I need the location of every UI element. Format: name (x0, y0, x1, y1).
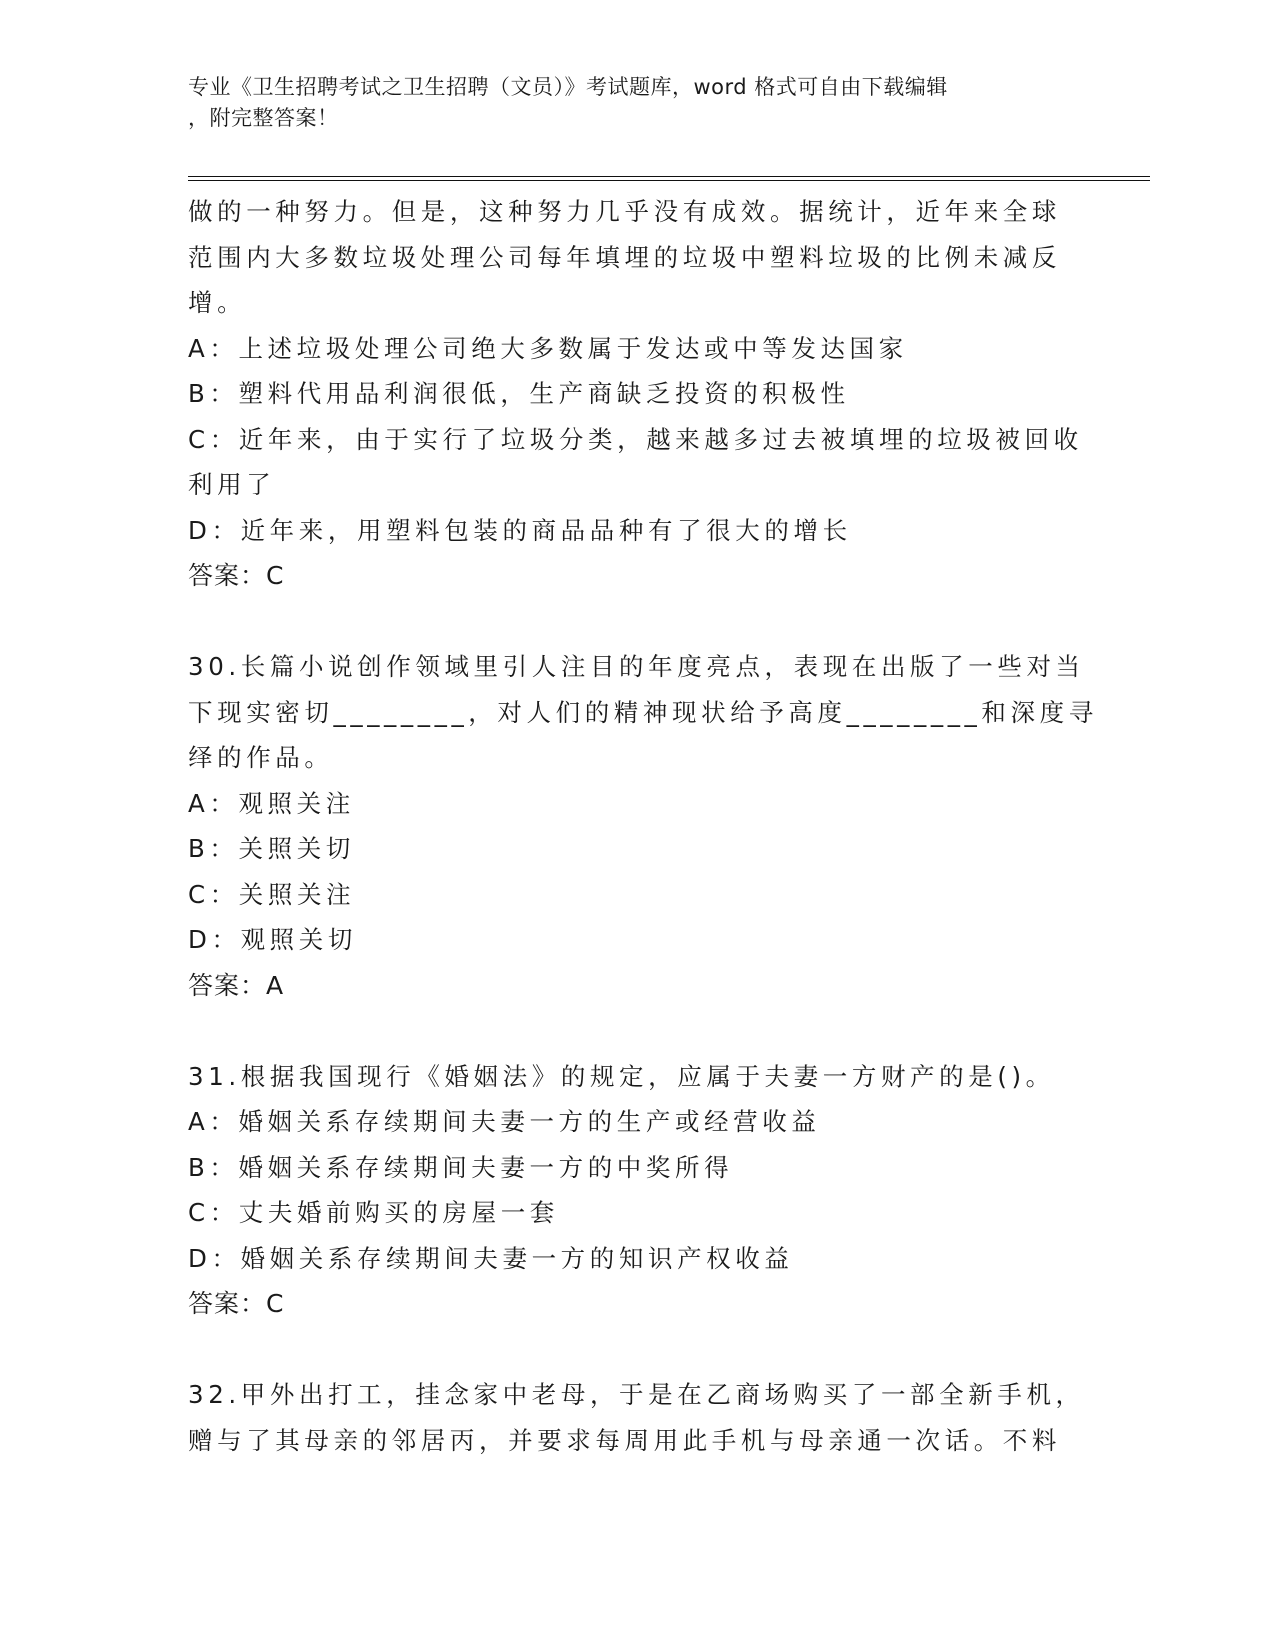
answer-option: C：关照关注 (188, 879, 356, 909)
header-line-1: 专业《卫生招聘考试之卫生招聘（文员）》考试题库，word 格式可自由下载编辑 (188, 75, 948, 99)
question-text-line: 31.根据我国现行《婚姻法》的规定，应属于夫妻一方财产的是()。 (188, 1061, 1055, 1091)
block-spacer (188, 1327, 1088, 1373)
answer-key: 答案：C (188, 1289, 285, 1318)
question-text-line: 范围内大多数垃圾处理公司每年填埋的垃圾中塑料垃圾的比例未减反 (188, 242, 1061, 272)
answer-option: A：婚姻关系存续期间夫妻一方的生产或经营收益 (188, 1107, 821, 1136)
question-block (188, 189, 1088, 599)
question-block (188, 1372, 1088, 1463)
answer-option: B：关照关切 (188, 834, 355, 863)
question-text-line: 下现实密切________，对人们的精神现状给予高度________和深度寻 (188, 697, 1098, 727)
answer-option: B：婚姻关系存续期间夫妻一方的中奖所得 (188, 1152, 734, 1182)
question-text-line: 增。 (188, 288, 247, 317)
answer-option: D：婚姻关系存续期间夫妻一方的知识产权收益 (188, 1243, 794, 1273)
answer-option: C：丈夫婚前购买的房屋一套 (188, 1198, 559, 1227)
answer-option: 利用了 (188, 470, 276, 499)
answer-option: A：上述垃圾处理公司绝大多数属于发达或中等发达国家 (188, 333, 908, 363)
question-text-line: 绎的作品。 (188, 743, 334, 772)
answer-option: D：观照关切 (188, 925, 357, 954)
question-text-line: 32.甲外出打工，挂念家中老母，于是在乙商场购买了一部全新手机， (188, 1380, 1085, 1409)
answer-option: B：塑料代用品利润很低，生产商缺乏投资的积极性 (188, 379, 850, 408)
question-text-line: 赠与了其母亲的邻居丙，并要求每周用此手机与母亲通一次话。不料 (188, 1425, 1061, 1455)
block-spacer (188, 599, 1088, 645)
question-block (188, 1054, 1088, 1327)
answer-option: C：近年来，由于实行了垃圾分类，越来越多过去被填埋的垃圾被回收 (188, 424, 1083, 454)
answer-option: D：近年来，用塑料包装的商品品种有了很大的增长 (188, 515, 852, 545)
header-divider (188, 176, 1150, 181)
answer-option: A：观照关注 (188, 788, 355, 818)
answer-key: 答案：A (188, 970, 285, 1000)
block-spacer (188, 1008, 1088, 1054)
question-text-line: 30.长篇小说创作领域里引人注目的年度亮点，表现在出版了一些对当 (188, 652, 1085, 681)
question-text-line: 做的一种努力。但是，这种努力几乎没有成效。据统计，近年来全球 (188, 197, 1061, 226)
question-list (188, 189, 1098, 1463)
document-header (188, 72, 1068, 134)
header-line-2: ，附完整答案！ (188, 106, 339, 130)
answer-key: 答案：C (188, 561, 285, 590)
question-block (188, 644, 1098, 1008)
